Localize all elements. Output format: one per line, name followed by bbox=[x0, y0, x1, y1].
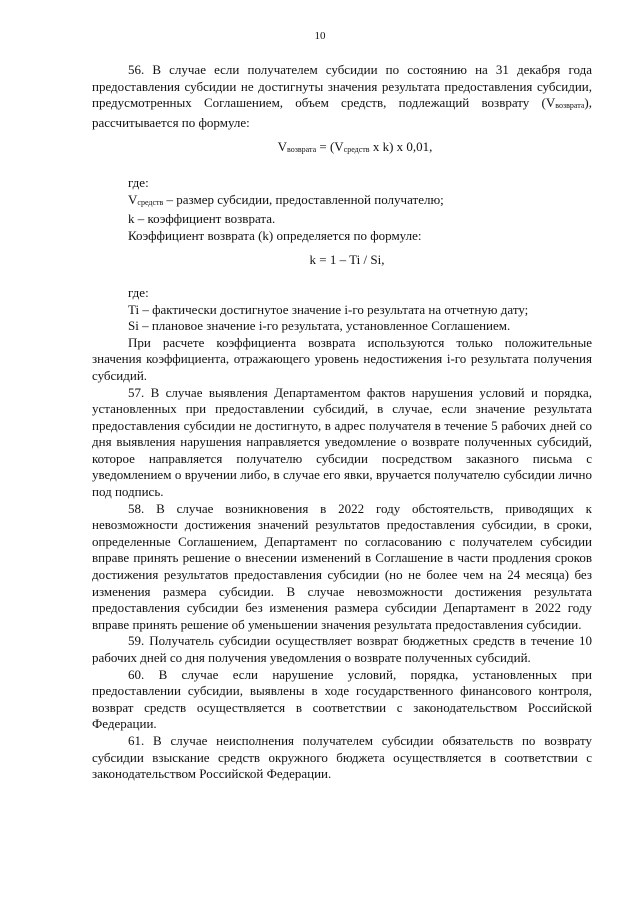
paragraph-60: 60. В случае если нарушение условий, порядка, установленных при предоставлении субсидии, выявлены в ходе государственного финансового контроля, возврат средств осуществляется в соответствии с законодательством Российской Федерации. bbox=[92, 666, 592, 732]
coefficient-intro: Коэффициент возврата (k) определяется по формуле: bbox=[128, 227, 422, 243]
definition-k: k – коэффициент возврата. bbox=[128, 211, 276, 227]
formula-coefficient: k = 1 – Ti / Si, bbox=[309, 252, 385, 268]
where-label-1: где: bbox=[128, 174, 149, 190]
page-number: 10 bbox=[314, 30, 326, 42]
paragraph-57: 57. В случае выявления Департаментом фактов нарушения условий и порядка, установленных при предоставлении субсидий, в случае, если значение результата предоставления субсидии не достигнуто, в адрес получателя в течение 5 рабочих дней со дня выявления нарушения направляется уведомление о возврате полученных субсидий, которое направляется получателю субсидии посредством заказного письма с уведомлением о вручении либо, в случае его явки, вручается получателю субсидии лично под подпись. bbox=[92, 384, 592, 500]
document-body bbox=[92, 62, 592, 783]
paragraph-61: 61. В случае неисполнения получателем субсидии обязательств по возврату субсидии взыскание средств окружного бюджета осуществляется в соответствии с законодательством Российской Федерации. bbox=[92, 732, 592, 782]
definition-ti: Ti – фактически достигнутое значение i-го результата на отчетную дату; bbox=[128, 301, 529, 317]
paragraph-56: 56. В случае если получателем субсидии по состоянию на 31 декабря года предоставления субсидии не достигнуты значения результата предоставления субсидии, предусмотренных Соглашением, объем средств, подлежащий возврату $(V_{возврата})$, рассчитывается по формуле: bbox=[92, 62, 592, 130]
formula-volume: $V_{возврата} = (V_{средств}$ x k) x 0,01, bbox=[277, 139, 433, 155]
paragraph-58: 58. В случае возникновения в 2022 году обстоятельств, приводящих к невозможности достижения значений результатов предоставления субсидии, в сроки, определенные Соглашением, Департамент по согласованию с получателем субсидии вправе принять решение о внесении изменений в Соглашение в части продления сроков достижения результатов предоставления субсидии (но не более чем на 24 месяца) без изменения размера субсидии. В случае невозможности достижения результата предоставления субсидии без изменения размера субсидии Департамент в 2022 году вправе принять решение об уменьшении значения результата предоставления субсидии. bbox=[92, 500, 592, 632]
paragraph-59: 59. Получатель субсидии осуществляет возврат бюджетных средств в течение 10 рабочих дней со дня получения уведомления о возврате полученных субсидий. bbox=[92, 633, 592, 665]
where-label-2: где: bbox=[128, 284, 149, 300]
paragraph-coefficient-note: При расчете коэффициента возврата используются только положительные значения коэффициента, отражающего уровень недостижения i-го результата получения субсидий. bbox=[92, 334, 592, 383]
definition-si: Si – плановое значение i-го результата, установленное Соглашением. bbox=[128, 318, 511, 334]
definition-v-funds: $V_{средств}$ – размер субсидии, предоставленной получателю; bbox=[128, 191, 444, 207]
